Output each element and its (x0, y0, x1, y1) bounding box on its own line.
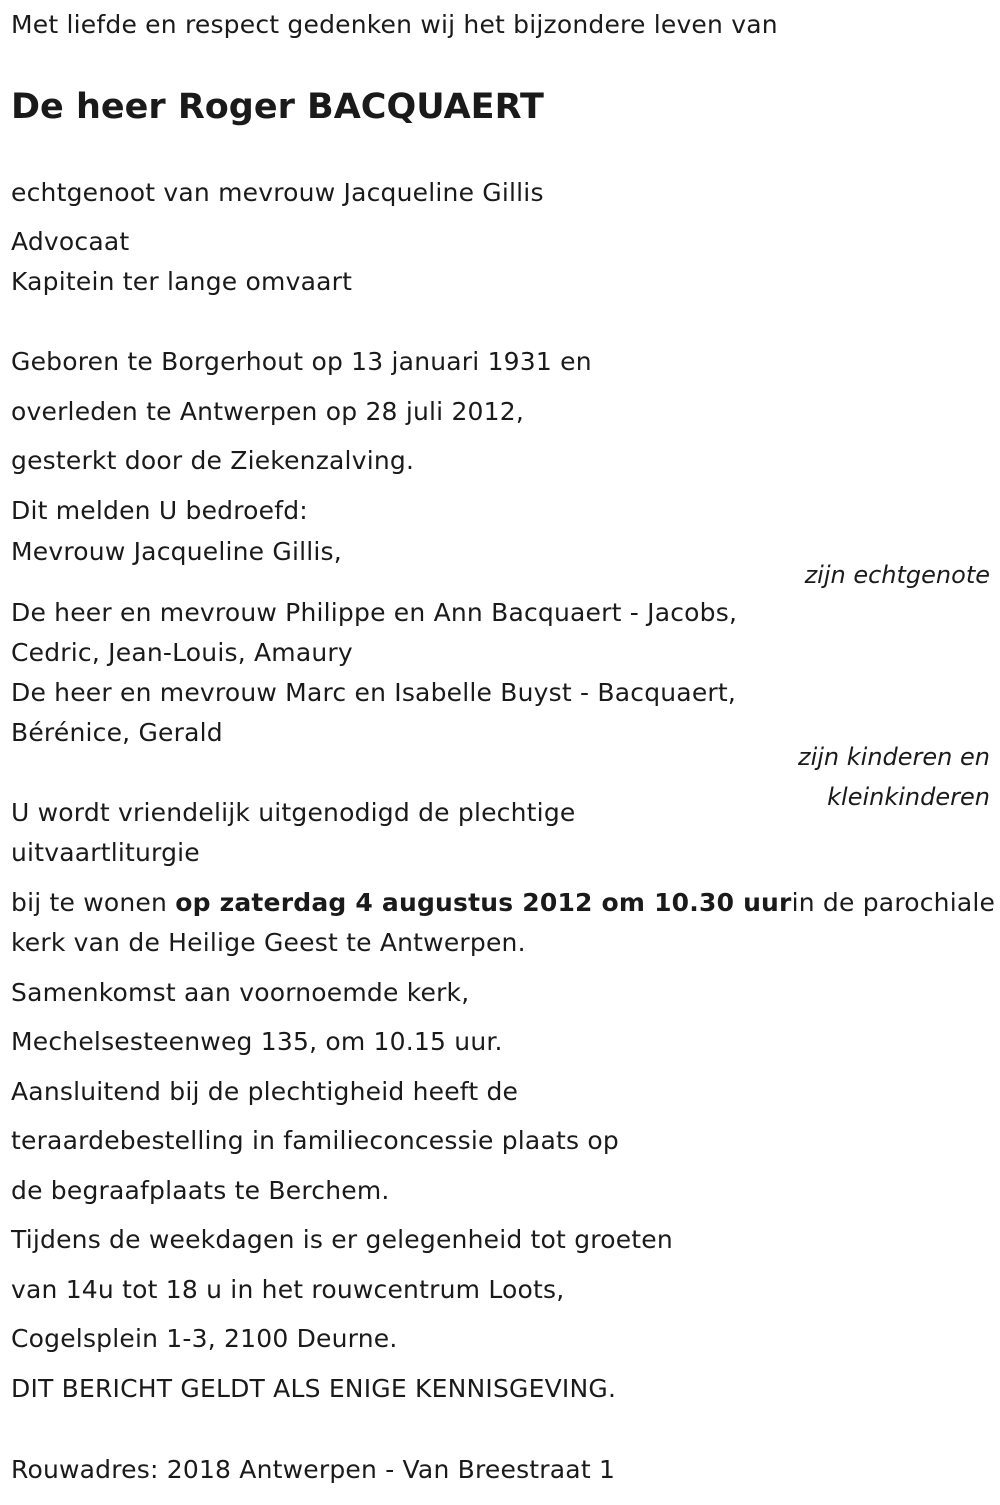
attend-suffix: in de parochiale (791, 888, 996, 917)
title-kapitein: Kapitein ter lange omvaart (11, 267, 353, 296)
born-line: Geboren te Borgerhout op 13 januari 1931 en (11, 347, 592, 376)
died-line: overleden te Antwerpen op 28 juli 2012, (11, 397, 525, 426)
sacrament-line: gesterkt door de Ziekenzalving. (11, 446, 415, 475)
visit-line-1: Tijdens de weekdagen is er gelegenheid tot groeten (11, 1225, 673, 1254)
intro-text: Met liefde en respect gedenken wij het bijzondere leven van (11, 10, 778, 39)
burial-line-1: Aansluitend bij de plechtigheid heeft de (11, 1077, 519, 1106)
mourning-address: Rouwadres: 2018 Antwerpen - Van Breestraat 1 (11, 1455, 616, 1484)
invite-line-1: U wordt vriendelijk uitgenodigd de plechtige (11, 798, 576, 827)
spouse-line: echtgenoot van mevrouw Jacqueline Gillis (11, 178, 544, 207)
meeting-line-1: Samenkomst aan voornoemde kerk, (11, 978, 470, 1007)
attend-prefix: bij te wonen (11, 888, 176, 917)
child-line-1: De heer en mevrouw Philippe en Ann Bacquaert - Jacobs, (11, 598, 738, 627)
children-role-1: zijn kinderen en (798, 743, 990, 771)
title-advocaat: Advocaat (11, 227, 130, 256)
visit-line-3: Cogelsplein 1-3, 2100 Deurne. (11, 1324, 398, 1353)
invite-line-2: uitvaartliturgie (11, 838, 200, 867)
burial-line-2: teraardebestelling in familieconcessie plaats op (11, 1126, 619, 1155)
funeral-date-time: op zaterdag 4 augustus 2012 om 10.30 uur (175, 888, 792, 917)
announcement-line: Dit melden U bedroefd: (11, 496, 308, 525)
church-line: kerk van de Heilige Geest te Antwerpen. (11, 928, 526, 957)
children-role-2: kleinkinderen (827, 783, 990, 811)
deceased-name: De heer Roger BACQUAERT (11, 87, 544, 127)
attend-line (11, 888, 995, 918)
child-line-2: Cedric, Jean-Louis, Amaury (11, 638, 353, 667)
spouse-name: Mevrouw Jacqueline Gillis, (11, 537, 342, 566)
meeting-line-2: Mechelsesteenweg 135, om 10.15 uur. (11, 1027, 503, 1056)
child-line-4: Bérénice, Gerald (11, 718, 223, 747)
spouse-role: zijn echtgenote (804, 561, 990, 589)
burial-line-3: de begraafplaats te Berchem. (11, 1176, 390, 1205)
notice-line: DIT BERICHT GELDT ALS ENIGE KENNISGEVING. (11, 1374, 617, 1403)
visit-line-2: van 14u tot 18 u in het rouwcentrum Loots, (11, 1275, 565, 1304)
child-line-3: De heer en mevrouw Marc en Isabelle Buyst - Bacquaert, (11, 678, 737, 707)
